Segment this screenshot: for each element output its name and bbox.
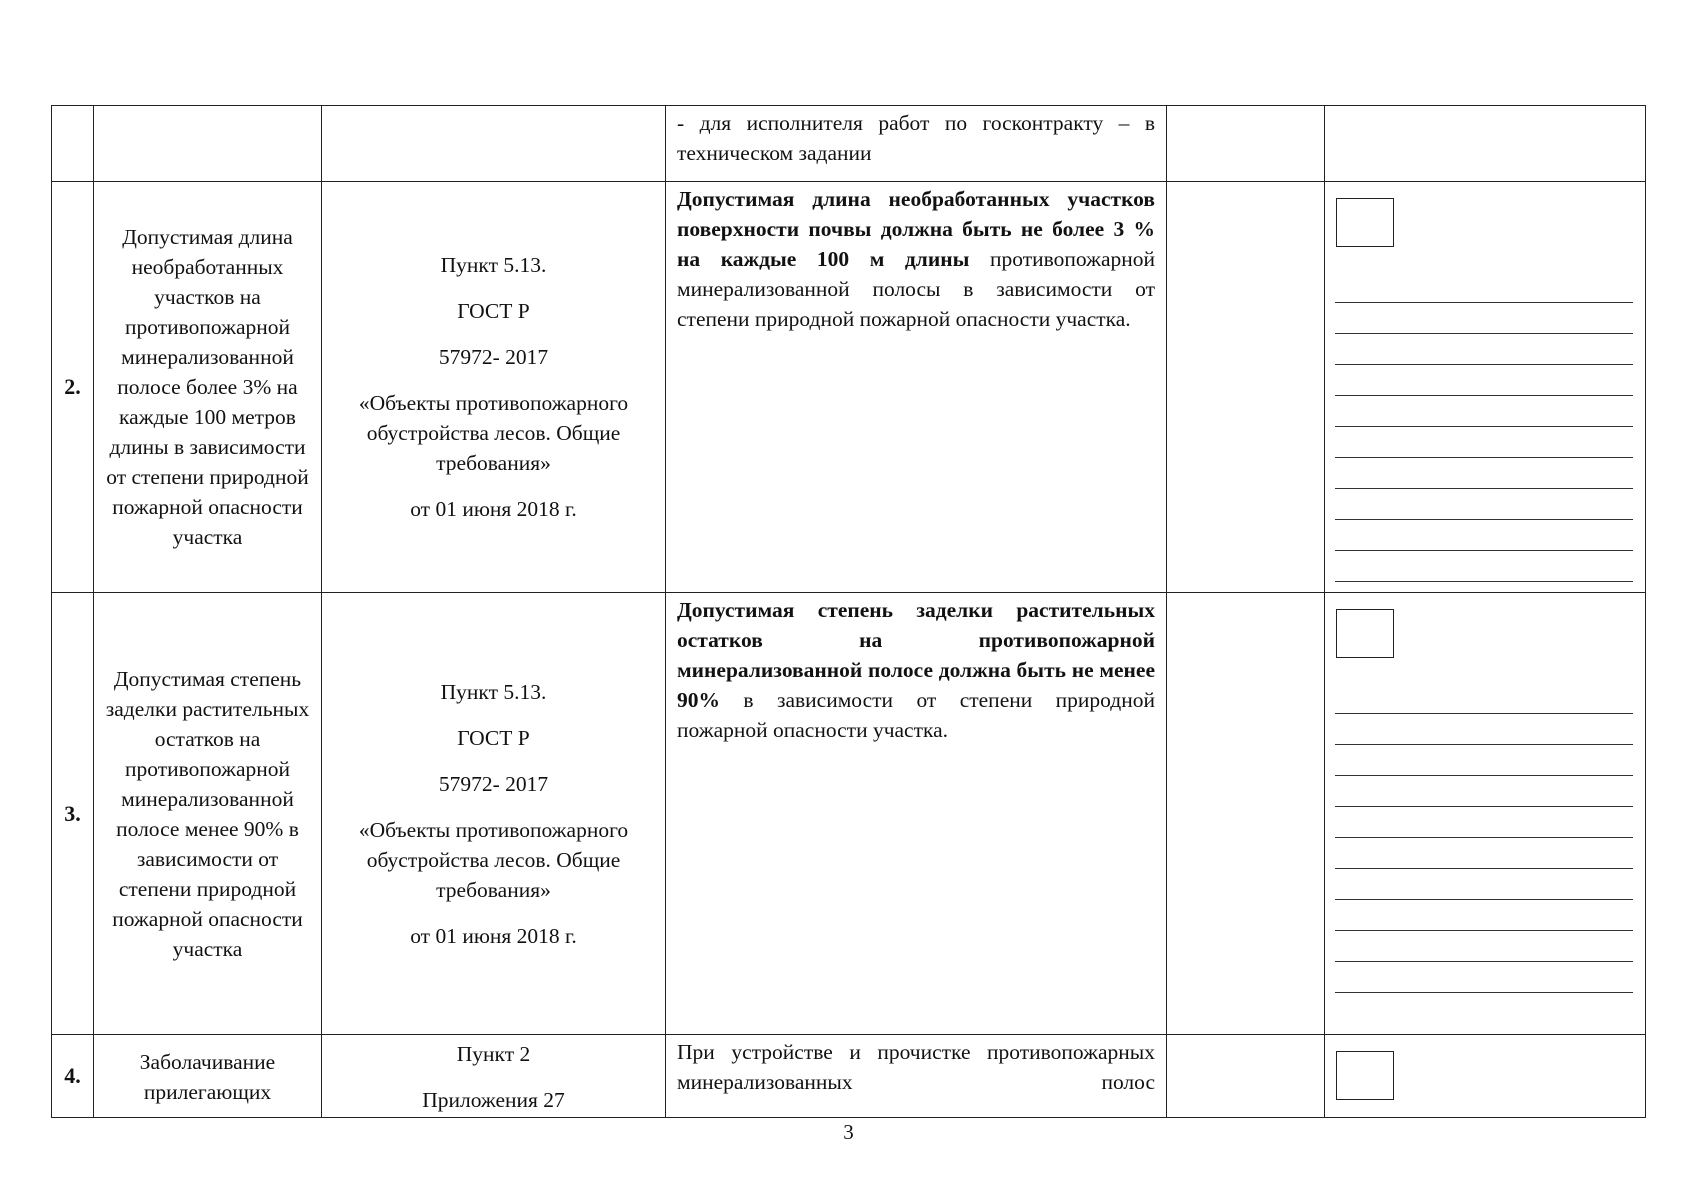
norm-cell — [322, 593, 666, 1035]
write-line[interactable] — [1335, 303, 1633, 334]
row-number: 2. — [52, 182, 94, 593]
requirement-text: - для исполнителя работ по госконтракту – в техническом задании — [677, 111, 1155, 165]
table-row — [52, 1035, 1646, 1118]
checkbox[interactable] — [1336, 198, 1394, 247]
checkbox[interactable] — [1336, 609, 1394, 658]
page-number: 3 — [843, 1120, 854, 1144]
requirement-cell — [666, 1035, 1167, 1118]
answer-cell — [1325, 182, 1646, 593]
write-line[interactable] — [1335, 900, 1633, 931]
norm-cell — [322, 1035, 666, 1118]
answer-cell — [1325, 593, 1646, 1035]
row-number — [52, 106, 94, 182]
write-line[interactable] — [1335, 776, 1633, 807]
empty-cell — [1167, 182, 1325, 593]
write-line[interactable] — [1335, 396, 1633, 427]
requirement-bold: Допустимая длина необработанных участков поверхности почвы должна быть не более 3 % на каждые 100 м длины — [677, 187, 1155, 271]
write-line[interactable] — [1335, 427, 1633, 458]
empty-cell — [1167, 593, 1325, 1035]
norm-line: Пункт 5.13. — [440, 679, 547, 704]
violation-cell — [94, 106, 322, 182]
write-line[interactable] — [1335, 714, 1633, 745]
table-row — [52, 182, 1646, 593]
answer-lines — [1335, 683, 1633, 993]
norm-cell — [322, 182, 666, 593]
requirement-cell — [666, 182, 1167, 593]
row-number: 4. — [52, 1035, 94, 1118]
empty-cell — [1167, 1035, 1325, 1118]
write-line[interactable] — [1335, 520, 1633, 551]
norm-line: Пункт 5.13. — [440, 253, 547, 277]
answer-lines — [1335, 272, 1633, 582]
norm-line: Приложения 27 — [422, 1088, 565, 1112]
write-line[interactable] — [1335, 489, 1633, 520]
norm-line: «Объекты противопожарного обустройства лесов. Общие требования» — [358, 817, 629, 902]
norm-line: «Объекты противопожарного обустройства лесов. Общие требования» — [358, 391, 629, 475]
norm-line: от 01 июня 2018 г. — [410, 497, 577, 521]
norm-cell — [322, 106, 666, 182]
requirement-text: противопожарной минерализованной полосы в зависимости от степени природной пожарной опасности участка. — [677, 247, 1155, 331]
answer-cell — [1325, 1035, 1646, 1118]
write-line[interactable] — [1335, 683, 1633, 714]
row-number: 3. — [52, 593, 94, 1035]
write-line[interactable] — [1335, 458, 1633, 489]
write-line[interactable] — [1335, 551, 1633, 582]
requirement-cell — [666, 106, 1167, 182]
checkbox[interactable] — [1336, 1051, 1394, 1100]
write-line[interactable] — [1335, 807, 1633, 838]
requirement-cell — [666, 593, 1167, 1035]
requirement-text: в зависимости от степени природной пожарной опасности участка. — [677, 688, 1155, 742]
write-line[interactable] — [1335, 962, 1633, 993]
violation-cell: Допустимая степень заделки растительных остатков на противопожарной минерализованной полосе менее 90% в зависимости от степени природной пожарной опасности участка — [94, 593, 322, 1035]
inspection-checklist-table — [51, 105, 1646, 1118]
write-line[interactable] — [1335, 272, 1633, 303]
violation-cell: Заболачивание прилегающих — [94, 1035, 322, 1118]
norm-line: ГОСТ Р — [457, 299, 530, 323]
write-line[interactable] — [1335, 838, 1633, 869]
write-line[interactable] — [1335, 931, 1633, 962]
write-line[interactable] — [1335, 334, 1633, 365]
answer-cell — [1325, 106, 1646, 182]
norm-line: от 01 июня 2018 г. — [410, 923, 577, 948]
requirement-text: При устройстве и прочистке противопожарных минерализованных полос — [677, 1040, 1155, 1094]
violation-cell: Допустимая длина необработанных участков на противопожарной минерализованной полосе более 3% на каждые 100 метров длины в зависимости от степени природной пожарной опасности участка — [94, 182, 322, 593]
write-line[interactable] — [1335, 869, 1633, 900]
norm-line: Пункт 2 — [456, 1042, 531, 1066]
table-row — [52, 106, 1646, 182]
write-line[interactable] — [1335, 745, 1633, 776]
requirement-bold: Допустимая степень заделки растительных остатков на противопожарной минерализованной полосе должна быть не менее 90% — [677, 598, 1155, 712]
norm-line: 57972- 2017 — [438, 771, 549, 796]
write-line[interactable] — [1335, 365, 1633, 396]
empty-cell — [1167, 106, 1325, 182]
norm-line: 57972- 2017 — [438, 345, 549, 369]
norm-line: ГОСТ Р — [457, 725, 530, 750]
table-row — [52, 593, 1646, 1035]
